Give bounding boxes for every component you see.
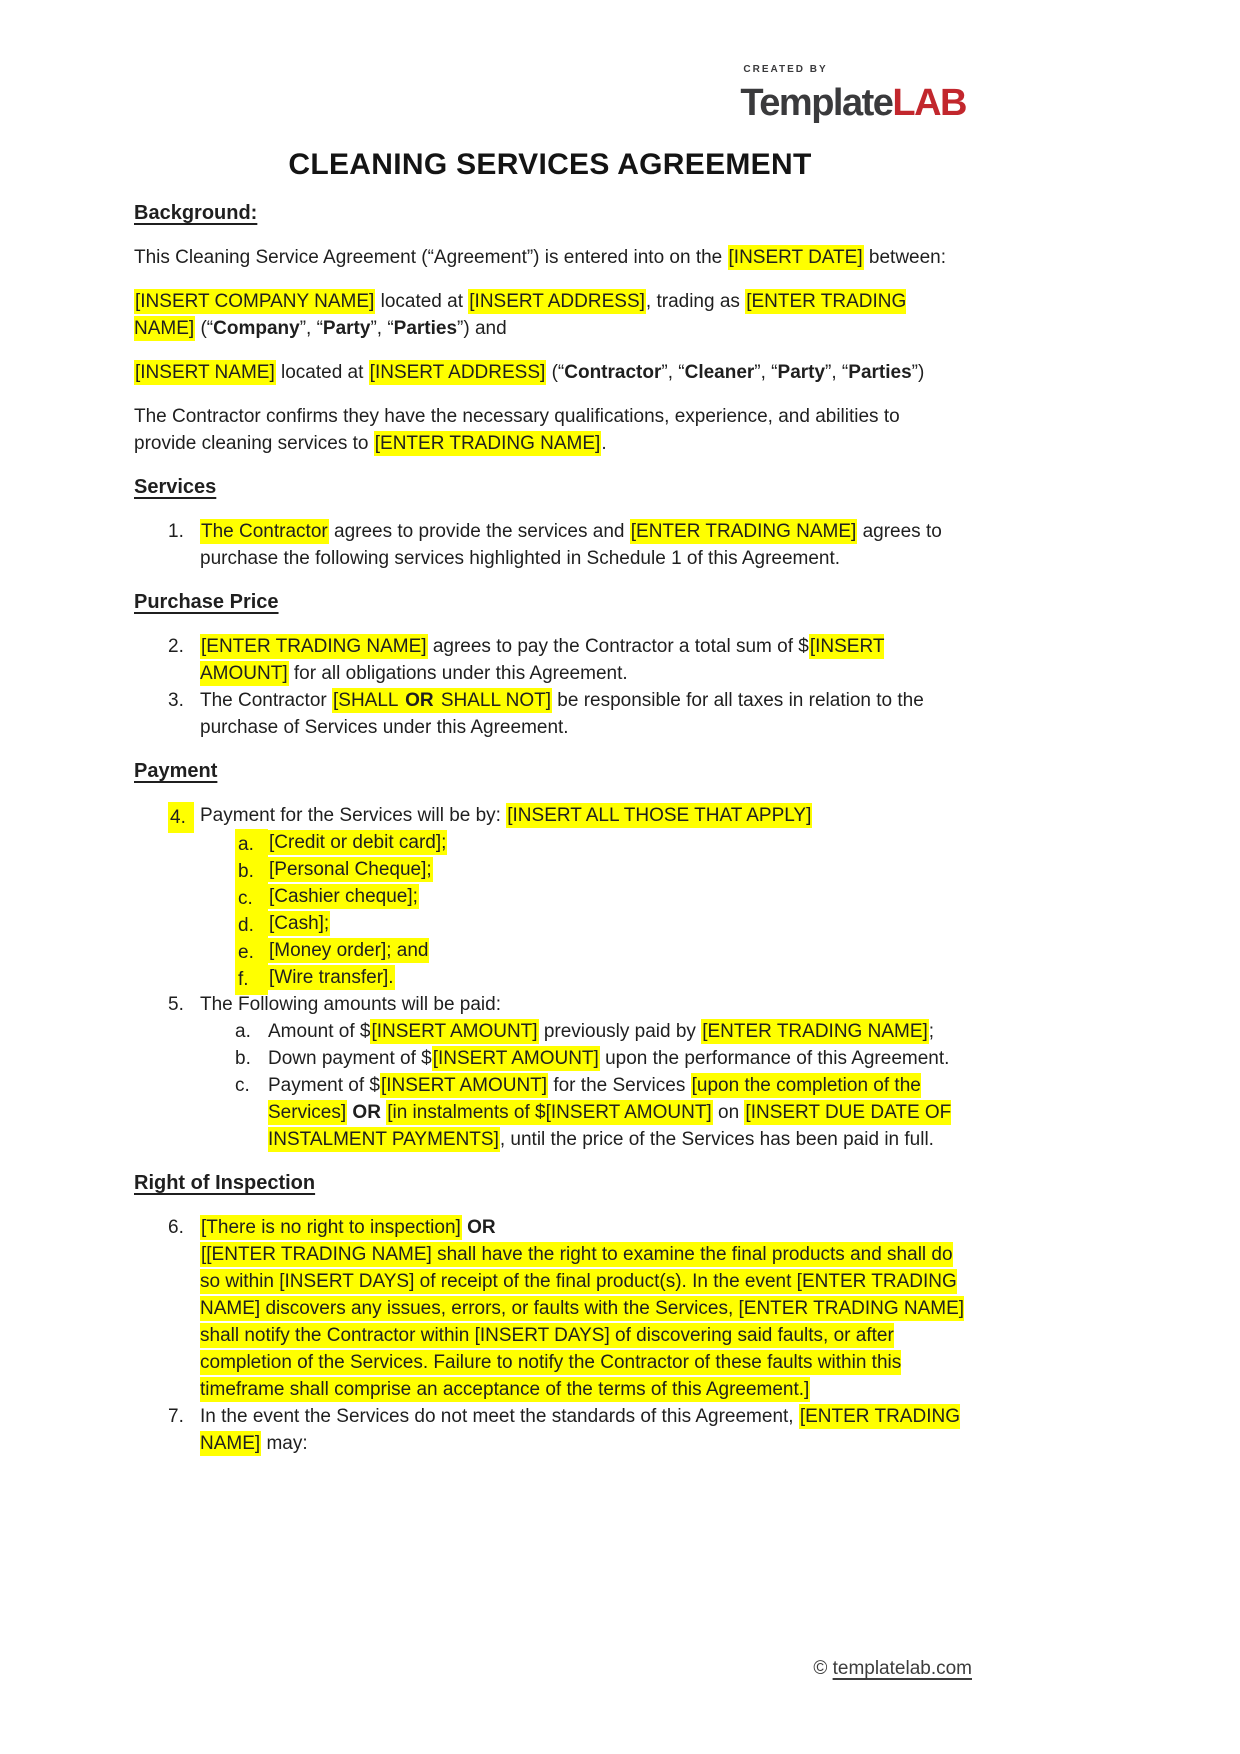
list-item-text: [200, 994, 501, 1015]
text-run: Contractor: [564, 362, 662, 383]
list-item-text: [200, 688, 924, 738]
list-marker: f.: [235, 964, 268, 995]
list-item-sub: [134, 910, 966, 937]
placeholder-highlight: [[ENTER TRADING NAME] shall have the right to examine the final products and shall do so within [INSERT DAYS] of receipt of the final product(s). In the event [ENTER TRADING NAME] discovers any issues, errors, or faults with the Services, [ENTER TRADING NAME] shall notify the Contractor within [INSERT DAYS] of discovering said faults, or after completion of the Services. Failure to notify the Contractor of these faults within this timeframe shall comprise an acceptance of the terms of this Agreement.]: [200, 1244, 965, 1400]
list-item-sub: [134, 1072, 966, 1153]
text-run: This Cleaning Service Agreement (“Agreement”) is entered into on the: [134, 247, 728, 268]
list-item-text: [268, 938, 429, 963]
section-heading: [134, 200, 966, 227]
text-run: The Contractor: [200, 690, 332, 711]
text-run: located at: [275, 362, 369, 383]
text-run: Payment for the Services will be by:: [200, 805, 507, 826]
copyright-symbol: ©: [813, 1658, 828, 1679]
text-run: ”) and: [457, 318, 507, 339]
text-run: agrees to provide the services and: [328, 521, 630, 542]
placeholder-highlight: [ENTER TRADING NAME]: [201, 636, 427, 657]
paragraph: [134, 244, 966, 271]
text-run: ;: [928, 1021, 935, 1042]
list-item: [134, 802, 966, 829]
placeholder-highlight: [Wire transfer].: [269, 967, 394, 988]
text-run: ”, “: [754, 362, 778, 383]
list-item: [134, 687, 966, 741]
section-heading: [134, 1170, 966, 1197]
placeholder-highlight: [ENTER TRADING NAME]: [630, 521, 857, 542]
text-run: Parties: [848, 362, 912, 383]
text-run: ”, “: [661, 362, 685, 383]
placeholder-highlight: The Contractor: [201, 521, 328, 542]
page-footer: [813, 1655, 972, 1682]
text-run: ”, “: [825, 362, 849, 383]
document-blocks: [134, 200, 966, 1457]
section-heading: [134, 758, 966, 785]
text-run: The Following amounts will be paid:: [200, 994, 501, 1015]
placeholder-highlight: [Personal Cheque];: [269, 859, 432, 880]
placeholder-highlight: [INSERT AMOUNT]: [432, 1048, 599, 1069]
text-run: for all obligations under this Agreement.: [288, 663, 628, 684]
section-heading: [134, 589, 966, 616]
list-item: [134, 633, 966, 687]
list-marker: b.: [235, 856, 268, 887]
text-run: located at: [375, 291, 469, 312]
placeholder-highlight: [Credit or debit card];: [269, 832, 447, 853]
placeholder-highlight: [ENTER TRADING NAME]: [200, 1406, 960, 1454]
placeholder-highlight: [There is no right to inspection]: [201, 1217, 461, 1238]
text-run: Parties: [393, 318, 458, 339]
text-run: OR: [352, 1102, 381, 1123]
text-run: Payment of $: [268, 1075, 380, 1096]
list-marker: c.: [235, 1075, 250, 1096]
text-run: Amount of $: [268, 1021, 371, 1042]
placeholder-highlight: [upon the completion of the Services]: [268, 1075, 921, 1123]
list-item-text: [200, 1404, 960, 1456]
text-run: Party: [777, 362, 826, 383]
list-item-sub: [134, 829, 966, 856]
list-marker: d.: [235, 910, 268, 941]
placeholder-highlight: [ENTER TRADING NAME]: [374, 433, 601, 454]
placeholder-highlight: [ENTER TRADING NAME]: [702, 1021, 928, 1042]
list-marker: e.: [235, 937, 268, 968]
paragraph: [134, 403, 966, 457]
text-run: upon the performance of this Agreement.: [599, 1048, 950, 1069]
text-run: agrees to purchase the following services highlighted in Schedule 1 of this Agreement.: [200, 521, 942, 569]
list-item-text: [268, 1019, 934, 1044]
section-heading-text: Services: [134, 476, 217, 498]
text-run: previously paid by: [538, 1021, 702, 1042]
list-item: [134, 991, 966, 1018]
list-marker: 1.: [168, 521, 184, 542]
placeholder-highlight: [INSERT DATE]: [728, 247, 863, 268]
text-run: ”): [911, 362, 925, 383]
text-run: agrees to pay the Contractor a total sum of $: [427, 636, 809, 657]
placeholder-highlight: [INSERT ALL THOSE THAT APPLY]: [507, 805, 812, 826]
list-marker: 4.: [168, 802, 194, 833]
placeholder-highlight: [INSERT ADDRESS]: [369, 362, 546, 383]
text-run: may:: [261, 1433, 308, 1454]
list-item: [134, 1403, 966, 1457]
paragraph: [134, 359, 966, 386]
text-run: (“: [195, 318, 214, 339]
list-item-sub: [134, 856, 966, 883]
page-title: CLEANING SERVICES AGREEMENT: [288, 148, 812, 181]
placeholder-highlight: [INSERT NAME]: [135, 362, 275, 383]
list-marker: b.: [235, 1048, 251, 1069]
list-item-text: [200, 634, 884, 686]
text-run: between:: [863, 247, 947, 268]
list-item-sub: [134, 1045, 966, 1072]
list-item-text: [268, 965, 395, 990]
placeholder-highlight: [Cash];: [269, 913, 330, 934]
placeholder-highlight: [INSERT ADDRESS]: [469, 291, 645, 312]
placeholder-highlight: [in instalments of $[INSERT AMOUNT]: [387, 1102, 712, 1123]
text-run: Cleaner: [684, 362, 755, 383]
list-item-sub: [134, 1018, 966, 1045]
placeholder-highlight: [INSERT AMOUNT]: [380, 1075, 548, 1096]
logo-created-by-label: CREATED BY: [743, 64, 828, 75]
text-run: .: [601, 433, 607, 454]
list-item-sub: [134, 937, 966, 964]
text-run: on: [712, 1102, 745, 1123]
list-marker: 7.: [168, 1406, 184, 1427]
placeholder-highlight: [INSERT DUE DATE OF INSTALMENT PAYMENTS]: [268, 1102, 952, 1150]
paragraph: [134, 288, 966, 342]
header: [134, 56, 966, 123]
text-run: OR: [467, 1217, 496, 1238]
logo-brand-lab: LAB: [892, 82, 966, 124]
section-heading-text: Purchase Price: [134, 591, 279, 613]
placeholder-highlight: OR: [405, 690, 434, 711]
list-item: [134, 518, 966, 572]
text-run: ”, “: [370, 318, 394, 339]
section-heading: [134, 474, 966, 501]
placeholder-highlight: [Cashier cheque];: [269, 886, 418, 907]
templatelab-link[interactable]: templatelab.com: [832, 1658, 972, 1679]
list-item-text: [268, 1046, 949, 1071]
placeholder-highlight: [SHALL: [333, 690, 404, 711]
list-marker: 2.: [168, 636, 184, 657]
logo-brand-template: Template: [740, 82, 893, 124]
templatelab-logo: [740, 56, 966, 123]
text-run: be responsible for all taxes in relation to the purchase of Services under this Agreement.: [200, 690, 924, 738]
placeholder-highlight: [INSERT COMPANY NAME]: [135, 291, 375, 312]
logo-wordmark: [740, 83, 966, 123]
text-run: Party: [322, 318, 371, 339]
text-run: for the Services: [548, 1075, 691, 1096]
text-run: , until the price of the Services has been paid in full.: [499, 1129, 934, 1150]
list-marker: a.: [235, 1021, 251, 1042]
section-heading-text: Background:: [134, 202, 258, 224]
list-marker: a.: [235, 829, 268, 860]
list-item-sub: [134, 964, 966, 991]
text-run: In the event the Services do not meet the standards of this Agreement,: [200, 1406, 799, 1427]
section-heading-text: Right of Inspection: [134, 1172, 316, 1194]
placeholder-highlight: SHALL NOT]: [435, 690, 552, 711]
placeholder-highlight: [INSERT AMOUNT]: [200, 636, 885, 684]
list-item-text: [268, 884, 419, 909]
text-run: Down payment of $: [268, 1048, 432, 1069]
text-run: (“: [546, 362, 565, 383]
placeholder-highlight: [Money order]; and: [269, 940, 429, 961]
list-marker: c.: [235, 883, 268, 914]
list-item-text: [200, 803, 812, 828]
list-marker: 5.: [168, 994, 184, 1015]
list-item-text: [268, 857, 433, 882]
list-item-text: [268, 911, 330, 936]
list-item-text: [200, 519, 942, 569]
list-item-text: [200, 1215, 964, 1402]
text-run: The Contractor confirms they have the necessary qualifications, experience, and abilities to provide cleaning services to: [134, 406, 900, 454]
list-item-text: [268, 830, 447, 855]
text-run: ”, “: [299, 318, 323, 339]
list-item: [134, 1214, 966, 1403]
list-marker: 6.: [168, 1217, 184, 1238]
text-run: Company: [213, 318, 300, 339]
section-heading-text: Payment: [134, 760, 218, 782]
list-item-text: [268, 1073, 951, 1152]
list-marker: 3.: [168, 690, 184, 711]
text-run: , trading as: [645, 291, 746, 312]
placeholder-highlight: [ENTER TRADING NAME]: [134, 291, 907, 339]
list-item-sub: [134, 883, 966, 910]
placeholder-highlight: [INSERT AMOUNT]: [371, 1021, 538, 1042]
